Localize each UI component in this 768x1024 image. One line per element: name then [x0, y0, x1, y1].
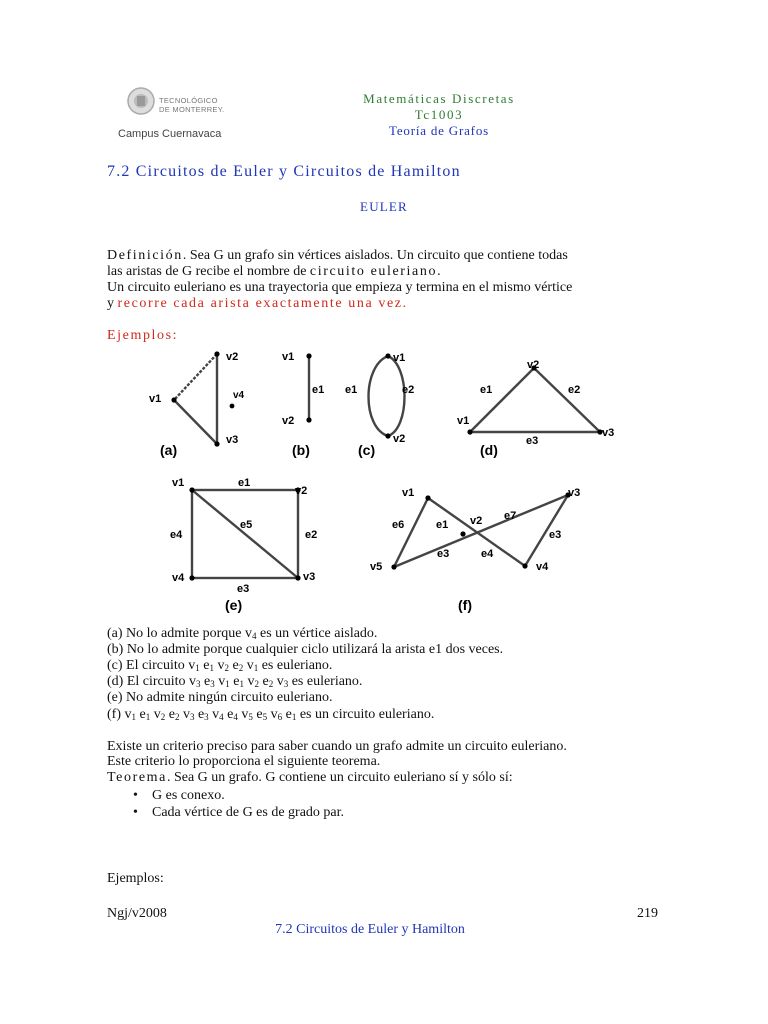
- definition-emphasis: recorre cada arista exactamente una vez.: [117, 296, 408, 311]
- graph-d-v3: v3: [602, 427, 615, 439]
- graph-f-e3: e3: [437, 548, 450, 560]
- graph-b-caption: (b): [292, 442, 310, 458]
- graph-d-e2: e2: [568, 384, 581, 396]
- graph-f-caption: (f): [458, 597, 472, 613]
- graph-examples: [140, 342, 640, 622]
- graph-d-e3: e3: [526, 435, 539, 447]
- seal-icon: [126, 86, 156, 116]
- graph-b-v1: v1: [282, 351, 295, 363]
- answer-c: (c) El circuito $v_1$ $e_1$ $v_2$ $e_2$ $v_1$ es euleriano.: [107, 658, 333, 673]
- graph-e-e1: e1: [238, 477, 251, 489]
- graph-e-v3: v3: [303, 571, 316, 583]
- graph-a-v3: v3: [226, 434, 239, 446]
- criterion-line2: Este criterio lo proporciona el siguiente teorema.: [107, 754, 381, 769]
- graph-a-v2: v2: [226, 351, 239, 363]
- definition-line1: Definición. Sea G un grafo sin vértices aislados. Un circuito que contiene todas: [107, 248, 568, 263]
- definition-line2: las aristas de G recibe el nombre de circuito euleriano.: [107, 264, 441, 279]
- institution-logo: [126, 86, 236, 120]
- answer-e: (e) No admite ningún circuito euleriano.: [107, 690, 333, 705]
- campus-label: Campus Cuernavaca: [118, 128, 222, 140]
- graph-e-caption: (e): [225, 597, 243, 613]
- course-code: Tc1003: [414, 107, 464, 122]
- definition-line3: Un circuito euleriano es una trayectoria que empieza y termina en el mismo vértice: [107, 280, 573, 295]
- answer-f: (f) $v_1$ $e_1$ $v_2$ $e_2$ $v_3$ $e_3$ $v_4$ $e_4$ $v_5$ $e_5$ $v_6$ $e_1$ es un circuito euleriano.: [107, 707, 435, 722]
- graph-d-v1: v1: [457, 415, 470, 427]
- answer-d-sequence: $v_3$ $e_3$ $v_1$ $e_1$ $v_2$ $e_2$ $v_3$: [189, 674, 289, 689]
- graph-e-e5: e5: [240, 519, 253, 531]
- bullet-item: • G es conexo.: [133, 788, 225, 803]
- course-topic: Teoría de Grafos: [389, 123, 489, 138]
- graph-e-v2: v2: [295, 485, 308, 497]
- logo-line2: DE MONTERREY.: [159, 105, 225, 114]
- graph-f-v5: v5: [370, 561, 383, 573]
- answer-a: (a) No lo admite porque $v_4$ es un vértice aislado.: [107, 626, 378, 641]
- graph-e-v1: v1: [172, 477, 185, 489]
- logo-line1: TECNOLÓGICO: [159, 96, 218, 105]
- graph-c-e2: e2: [402, 384, 415, 396]
- graph-e-e2: e2: [305, 529, 318, 541]
- graph-f-e1: e1: [436, 519, 449, 531]
- bullet-list: [133, 788, 344, 822]
- eulerian-circuit-term: circuito euleriano: [309, 264, 438, 279]
- graph-f-v3: v3: [568, 487, 581, 499]
- footer-center: 7.2 Circuitos de Euler y Hamilton: [275, 922, 465, 937]
- theorem-line: Teorema. Sea G un grafo. G contiene un circuito euleriano sí y sólo sí:: [107, 770, 513, 785]
- graph-e-e4: e4: [170, 529, 183, 541]
- section-title: 7.2 Circuitos de Euler y Circuitos de Hamilton: [107, 163, 461, 180]
- definition-line4: y recorre cada arista exactamente una vez.: [107, 296, 408, 311]
- graph-f-e6: e6: [392, 519, 405, 531]
- graph-c-v1: v1: [393, 352, 406, 364]
- theorem-term: Teorema: [107, 770, 167, 785]
- graph-a-caption: (a): [160, 442, 178, 458]
- answer-d: (d) El circuito $v_3$ $e_3$ $v_1$ $e_1$ $v_2$ $e_2$ $v_3$ es euleriano.: [107, 674, 363, 689]
- answer-f-sequence: $v_1$ $e_1$ $v_2$ $e_2$ $v_3$ $e_3$ $v_4$ $e_4$ $v_5$ $e_5$ $v_6$ $e_1$: [124, 707, 297, 722]
- graph-c-e1: e1: [345, 384, 358, 396]
- graph-d-v2: v2: [527, 359, 540, 371]
- graph-d-e1: e1: [480, 384, 493, 396]
- criterion-line1: Existe un criterio preciso para saber cuando un grafo admite un circuito euleriano.: [107, 739, 567, 754]
- graph-f-v1: v1: [402, 487, 415, 499]
- course-name: Matemáticas Discretas: [363, 91, 515, 106]
- answer-c-sequence: $_1$ $e_1$ $v_2$ $e_2$ $v_1$: [195, 658, 259, 673]
- graph-f-v2: v2: [470, 515, 483, 527]
- graph-e-v4: v4: [172, 572, 185, 584]
- examples-heading: Ejemplos:: [107, 328, 179, 343]
- graph-e-e3: e3: [237, 583, 250, 595]
- answer-b: (b) No lo admite porque cualquier ciclo utilizará la arista e1 dos veces.: [107, 642, 504, 657]
- graph-f-v4: v4: [536, 561, 549, 573]
- graph-c-v2: v2: [393, 433, 406, 445]
- graph-a-v4: v4: [233, 390, 245, 401]
- examples2-heading: Ejemplos:: [107, 871, 164, 886]
- subtitle-euler: EULER: [360, 199, 408, 214]
- page-number: 219: [637, 906, 658, 921]
- graph-f-e7: e7: [504, 510, 517, 522]
- graph-b-e1: e1: [312, 384, 325, 396]
- graph-a-v1: v1: [149, 393, 162, 405]
- graph-b-v2: v2: [282, 415, 295, 427]
- definition-term: Definición: [107, 248, 183, 263]
- footer-left: Ngj/v2008: [107, 906, 167, 921]
- graph-f-e3-right: e3: [549, 529, 562, 541]
- graph-c-caption: (c): [358, 442, 376, 458]
- graph-d-caption: (d): [480, 442, 498, 458]
- bullet-item: • Cada vértice de G es de grado par.: [133, 805, 345, 820]
- graph-f-e4: e4: [481, 548, 494, 560]
